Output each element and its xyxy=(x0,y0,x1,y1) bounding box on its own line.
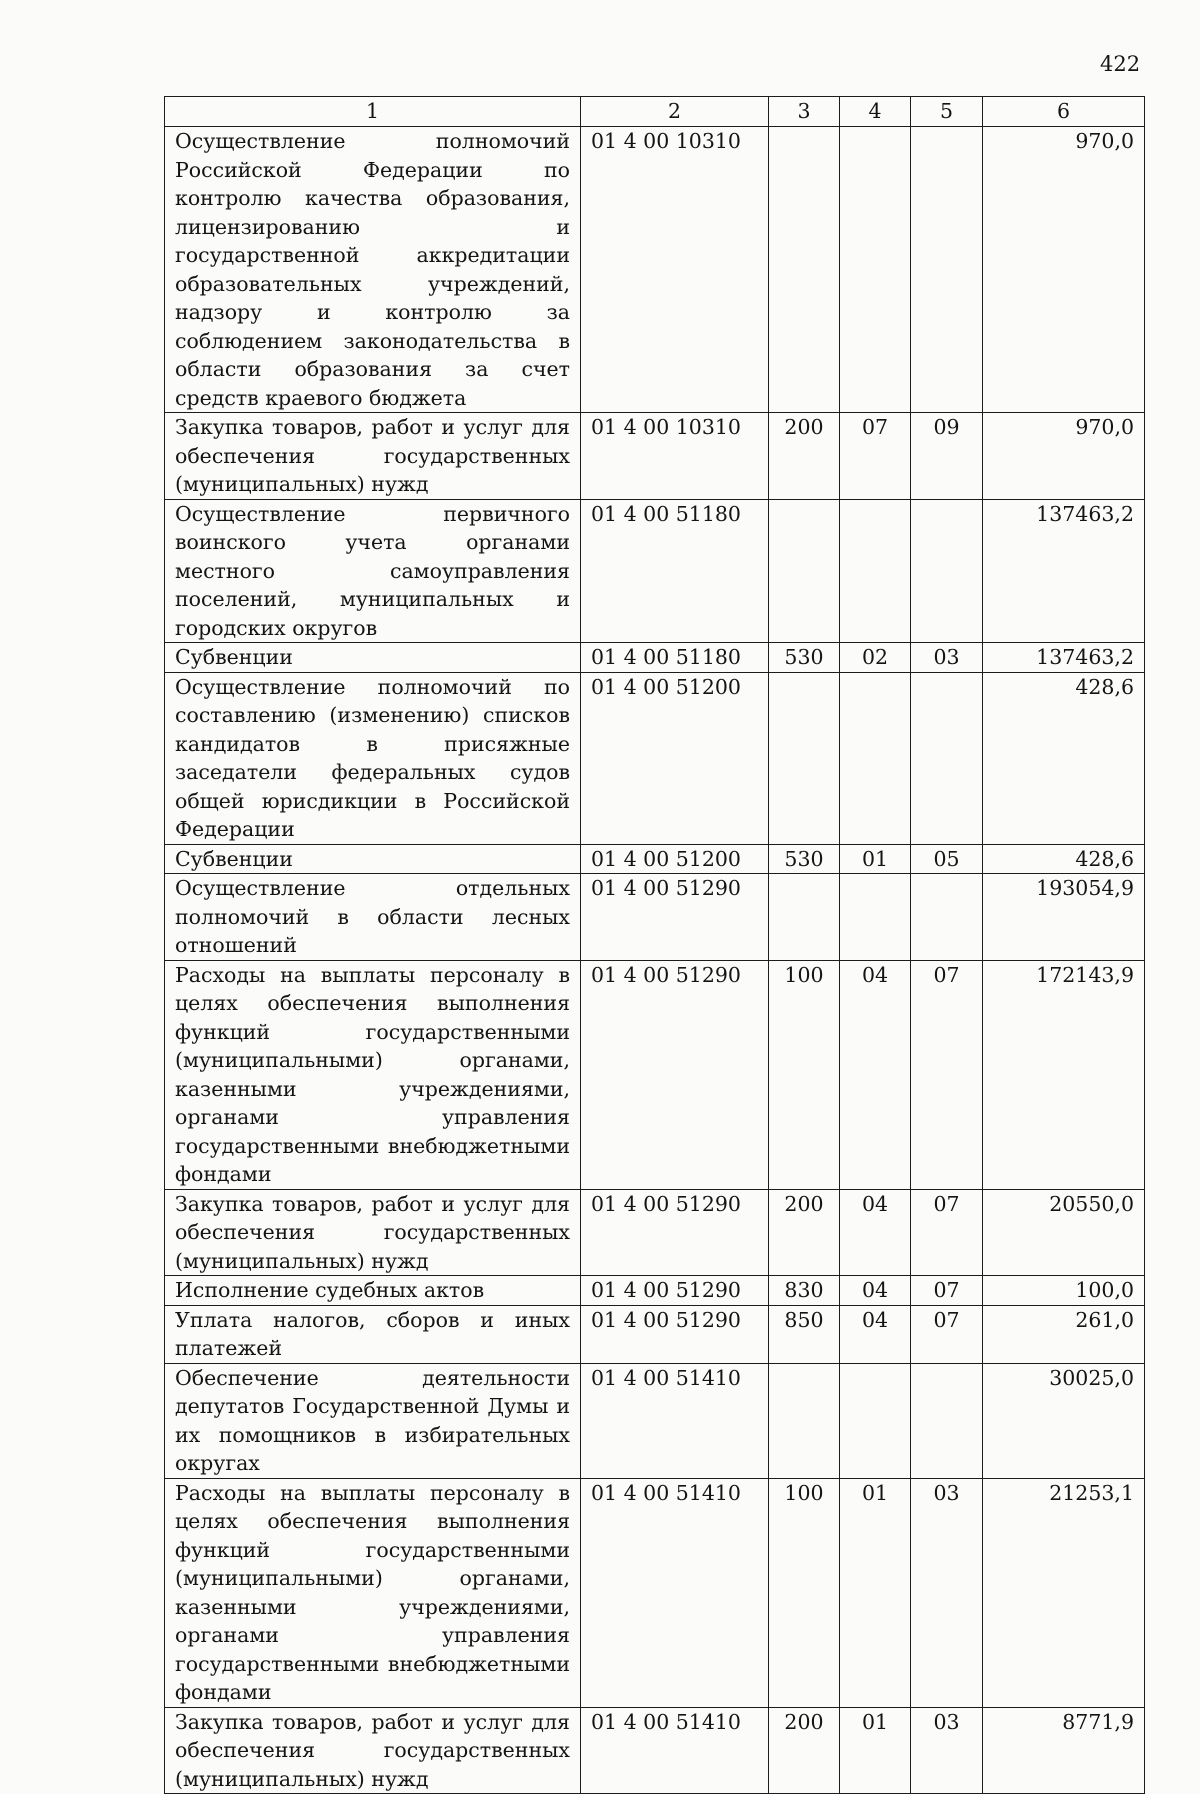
table-row xyxy=(165,643,1145,673)
table-row xyxy=(165,1363,1145,1478)
subsection-cell: 07 xyxy=(911,960,983,1189)
table-row xyxy=(165,1707,1145,1794)
target-article-cell: 01 4 00 10310 xyxy=(581,413,769,500)
subsection-cell: 03 xyxy=(911,1478,983,1707)
expense-type-cell xyxy=(769,127,840,413)
target-article-cell: 01 4 00 51290 xyxy=(581,1305,769,1363)
item-name-cell: Закупка товаров, работ и услуг для обеспечения государственных (муниципальных) нужд xyxy=(165,1189,581,1276)
expense-type-cell: 530 xyxy=(769,844,840,874)
target-article-cell: 01 4 00 51200 xyxy=(581,844,769,874)
subsection-cell: 07 xyxy=(911,1305,983,1363)
target-article-cell: 01 4 00 51290 xyxy=(581,1276,769,1306)
expense-type-cell xyxy=(769,499,840,643)
subsection-cell xyxy=(911,672,983,844)
target-article-cell: 01 4 00 51410 xyxy=(581,1363,769,1478)
subsection-cell xyxy=(911,874,983,961)
subsection-cell: 03 xyxy=(911,1707,983,1794)
amount-cell: 100,0 xyxy=(983,1276,1145,1306)
section-cell: 04 xyxy=(840,1305,911,1363)
table-header-row xyxy=(165,97,1145,127)
section-cell xyxy=(840,1363,911,1478)
page-number: 422 xyxy=(1100,52,1141,76)
section-cell: 04 xyxy=(840,1276,911,1306)
header-col-6: 6 xyxy=(983,97,1145,127)
table-row xyxy=(165,672,1145,844)
item-name-cell: Субвенции xyxy=(165,643,581,673)
subsection-cell: 03 xyxy=(911,643,983,673)
table-row xyxy=(165,1189,1145,1276)
target-article-cell: 01 4 00 10310 xyxy=(581,127,769,413)
expense-type-cell: 200 xyxy=(769,1189,840,1276)
section-cell: 02 xyxy=(840,643,911,673)
table-row xyxy=(165,874,1145,961)
section-cell: 04 xyxy=(840,1189,911,1276)
expense-type-cell: 200 xyxy=(769,1707,840,1794)
item-name-cell: Закупка товаров, работ и услуг для обеспечения государственных (муниципальных) нужд xyxy=(165,1707,581,1794)
expense-type-cell xyxy=(769,1363,840,1478)
amount-cell: 8771,9 xyxy=(983,1707,1145,1794)
header-col-5: 5 xyxy=(911,97,983,127)
amount-cell: 30025,0 xyxy=(983,1363,1145,1478)
header-col-4: 4 xyxy=(840,97,911,127)
budget-table xyxy=(164,96,1145,1794)
item-name-cell: Закупка товаров, работ и услуг для обеспечения государственных (муниципальных) нужд xyxy=(165,413,581,500)
expense-type-cell xyxy=(769,874,840,961)
header-col-1: 1 xyxy=(165,97,581,127)
header-col-3: 3 xyxy=(769,97,840,127)
amount-cell: 20550,0 xyxy=(983,1189,1145,1276)
target-article-cell: 01 4 00 51290 xyxy=(581,960,769,1189)
subsection-cell: 05 xyxy=(911,844,983,874)
subsection-cell: 07 xyxy=(911,1276,983,1306)
expense-type-cell xyxy=(769,672,840,844)
item-name-cell: Уплата налогов, сборов и иных платежей xyxy=(165,1305,581,1363)
table-row xyxy=(165,1276,1145,1306)
amount-cell: 970,0 xyxy=(983,127,1145,413)
section-cell xyxy=(840,499,911,643)
budget-table-body xyxy=(165,97,1145,1794)
item-name-cell: Осуществление полномочий Российской Федерации по контролю качества образования, лицензированию и государственной аккредитации образовательных учреждений, надзору и контролю за соблюдением законодательства в области образования за счет средств краевого бюджета xyxy=(165,127,581,413)
table-row xyxy=(165,499,1145,643)
item-name-cell: Обеспечение деятельности депутатов Государственной Думы и их помощников в избирательных округах xyxy=(165,1363,581,1478)
table-row xyxy=(165,1478,1145,1707)
table-row xyxy=(165,844,1145,874)
target-article-cell: 01 4 00 51410 xyxy=(581,1478,769,1707)
item-name-cell: Расходы на выплаты персоналу в целях обеспечения выполнения функций государственными (муниципальными) органами, казенными учреждениями, органами управления государственными внебюджетными фондами xyxy=(165,960,581,1189)
amount-cell: 21253,1 xyxy=(983,1478,1145,1707)
item-name-cell: Расходы на выплаты персоналу в целях обеспечения выполнения функций государственными (муниципальными) органами, казенными учреждениями, органами управления государственными внебюджетными фондами xyxy=(165,1478,581,1707)
target-article-cell: 01 4 00 51290 xyxy=(581,874,769,961)
section-cell xyxy=(840,672,911,844)
item-name-cell: Осуществление первичного воинского учета органами местного самоуправления поселений, муниципальных и городских округов xyxy=(165,499,581,643)
target-article-cell: 01 4 00 51290 xyxy=(581,1189,769,1276)
expense-type-cell: 830 xyxy=(769,1276,840,1306)
section-cell: 04 xyxy=(840,960,911,1189)
expense-type-cell: 850 xyxy=(769,1305,840,1363)
item-name-cell: Субвенции xyxy=(165,844,581,874)
item-name-cell: Осуществление отдельных полномочий в области лесных отношений xyxy=(165,874,581,961)
item-name-cell: Осуществление полномочий по составлению (изменению) списков кандидатов в присяжные заседатели федеральных судов общей юрисдикции в Российской Федерации xyxy=(165,672,581,844)
subsection-cell: 07 xyxy=(911,1189,983,1276)
amount-cell: 428,6 xyxy=(983,672,1145,844)
table-row xyxy=(165,1305,1145,1363)
subsection-cell xyxy=(911,1363,983,1478)
target-article-cell: 01 4 00 51180 xyxy=(581,499,769,643)
section-cell xyxy=(840,874,911,961)
amount-cell: 261,0 xyxy=(983,1305,1145,1363)
subsection-cell xyxy=(911,499,983,643)
table-row xyxy=(165,413,1145,500)
section-cell: 01 xyxy=(840,1478,911,1707)
section-cell xyxy=(840,127,911,413)
expense-type-cell: 200 xyxy=(769,413,840,500)
expense-type-cell: 100 xyxy=(769,960,840,1189)
amount-cell: 428,6 xyxy=(983,844,1145,874)
table-row xyxy=(165,127,1145,413)
section-cell: 07 xyxy=(840,413,911,500)
header-col-2: 2 xyxy=(581,97,769,127)
amount-cell: 172143,9 xyxy=(983,960,1145,1189)
amount-cell: 137463,2 xyxy=(983,499,1145,643)
item-name-cell: Исполнение судебных актов xyxy=(165,1276,581,1306)
target-article-cell: 01 4 00 51200 xyxy=(581,672,769,844)
table-row xyxy=(165,960,1145,1189)
subsection-cell: 09 xyxy=(911,413,983,500)
section-cell: 01 xyxy=(840,844,911,874)
amount-cell: 193054,9 xyxy=(983,874,1145,961)
section-cell: 01 xyxy=(840,1707,911,1794)
expense-type-cell: 100 xyxy=(769,1478,840,1707)
target-article-cell: 01 4 00 51410 xyxy=(581,1707,769,1794)
subsection-cell xyxy=(911,127,983,413)
expense-type-cell: 530 xyxy=(769,643,840,673)
amount-cell: 137463,2 xyxy=(983,643,1145,673)
amount-cell: 970,0 xyxy=(983,413,1145,500)
target-article-cell: 01 4 00 51180 xyxy=(581,643,769,673)
